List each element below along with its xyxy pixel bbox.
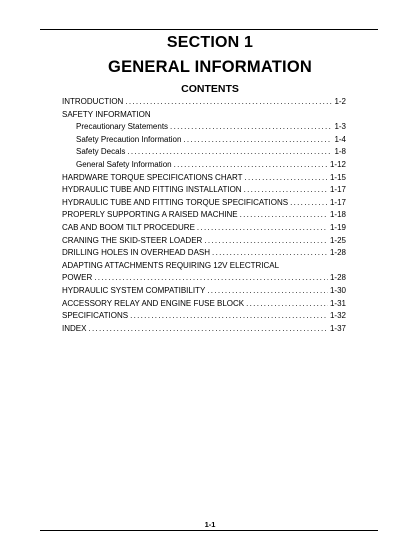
toc-entry-label: CRANING THE SKID-STEER LOADER	[62, 235, 203, 245]
toc-subentry	[62, 159, 346, 172]
toc-entry-page: 1-17	[329, 197, 346, 207]
toc-entry-page: 1-19	[329, 222, 346, 232]
toc-entry-label: General Safety Information	[76, 159, 172, 169]
toc-entry-label: INDEX	[62, 323, 87, 333]
toc-leader-dots	[88, 323, 328, 336]
toc-entry	[62, 285, 346, 298]
toc-entry	[62, 209, 346, 222]
toc-entry-label: HARDWARE TORQUE SPECIFICATIONS CHART	[62, 172, 243, 182]
toc-subentry	[62, 121, 346, 134]
toc-leader-dots	[207, 285, 328, 298]
toc-entry-page: 1-4	[334, 134, 346, 144]
toc-entry-page: 1-12	[329, 159, 346, 169]
toc-entry-label: ADAPTING ATTACHMENTS REQUIRING 12V ELECTRICAL	[62, 260, 280, 270]
toc-leader-dots	[174, 159, 328, 172]
contents-heading: CONTENTS	[181, 83, 239, 95]
toc-leader-dots	[244, 184, 328, 197]
toc-entry-label: DRILLING HOLES IN OVERHEAD DASH	[62, 248, 211, 258]
toc-entry-page: 1-8	[334, 147, 346, 157]
toc-subentry	[62, 146, 346, 159]
table-of-contents	[62, 96, 346, 335]
toc-entry-label: Safety Precaution Information	[76, 134, 182, 144]
toc-entry-page: 1-28	[329, 248, 346, 258]
toc-entry-label: HYDRAULIC TUBE AND FITTING INSTALLATION	[62, 185, 242, 195]
toc-entry-label: POWER	[62, 273, 93, 283]
toc-leader-dots	[197, 222, 328, 235]
toc-entry-page: 1-18	[329, 210, 346, 220]
toc-entry-page: 1-31	[329, 298, 346, 308]
toc-entry	[62, 96, 346, 109]
toc-entry-label: ACCESSORY RELAY AND ENGINE FUSE BLOCK	[62, 298, 245, 308]
toc-leader-dots	[125, 96, 332, 109]
toc-leader-dots	[170, 121, 332, 134]
page-title: GENERAL INFORMATION	[108, 58, 312, 76]
toc-leader-dots	[204, 235, 328, 248]
top-rule	[40, 29, 378, 30]
toc-entry	[62, 272, 346, 285]
toc-entry-page: 1-25	[329, 235, 346, 245]
toc-leader-dots	[183, 134, 332, 147]
toc-leader-dots	[130, 310, 328, 323]
toc-entry-page: 1-32	[329, 311, 346, 321]
toc-entry	[62, 247, 346, 260]
toc-entry	[62, 184, 346, 197]
toc-entry-page: 1-17	[329, 185, 346, 195]
toc-entry-label: Precautionary Statements	[76, 122, 169, 132]
toc-entry-label: CAB AND BOOM TILT PROCEDURE	[62, 222, 195, 232]
toc-entry-label: PROPERLY SUPPORTING A RAISED MACHINE	[62, 210, 238, 220]
bottom-rule	[40, 530, 378, 531]
toc-entry	[62, 260, 346, 273]
toc-entry-page: 1-2	[334, 97, 346, 106]
toc-entry-label: Safety Decals	[76, 147, 126, 157]
page-number: 1-1	[204, 520, 216, 529]
toc-entry-label: HYDRAULIC SYSTEM COMPATIBILITY	[62, 285, 206, 295]
section-heading: SECTION 1	[166, 34, 254, 51]
toc-entry	[62, 310, 346, 323]
toc-entry	[62, 323, 346, 336]
toc-leader-dots	[212, 247, 328, 260]
toc-entry	[62, 235, 346, 248]
toc-entry-label: HYDRAULIC TUBE AND FITTING TORQUE SPECIFICATIONS	[62, 197, 289, 207]
toc-entry	[62, 222, 346, 235]
toc-entry	[62, 298, 346, 311]
toc-entry	[62, 197, 346, 210]
toc-entry-page: 1-30	[329, 285, 346, 295]
toc-entry-label: SAFETY INFORMATION	[62, 109, 151, 119]
toc-entry	[62, 172, 346, 185]
toc-leader-dots	[244, 172, 328, 185]
toc-entry-page: 1-15	[329, 172, 346, 182]
toc-entry-page: 1-28	[329, 273, 346, 283]
toc-leader-dots	[290, 197, 328, 210]
toc-subentry	[62, 134, 346, 147]
toc-leader-dots	[94, 272, 328, 285]
toc-leader-dots	[246, 298, 328, 311]
toc-entry-page: 1-37	[329, 323, 346, 333]
toc-entry-label: INTRODUCTION	[62, 97, 124, 106]
toc-leader-dots	[127, 146, 332, 159]
toc-entry-label: SPECIFICATIONS	[62, 311, 129, 321]
toc-leader-dots	[240, 209, 328, 222]
toc-group-heading	[62, 109, 346, 122]
toc-entry-page: 1-3	[334, 122, 346, 132]
